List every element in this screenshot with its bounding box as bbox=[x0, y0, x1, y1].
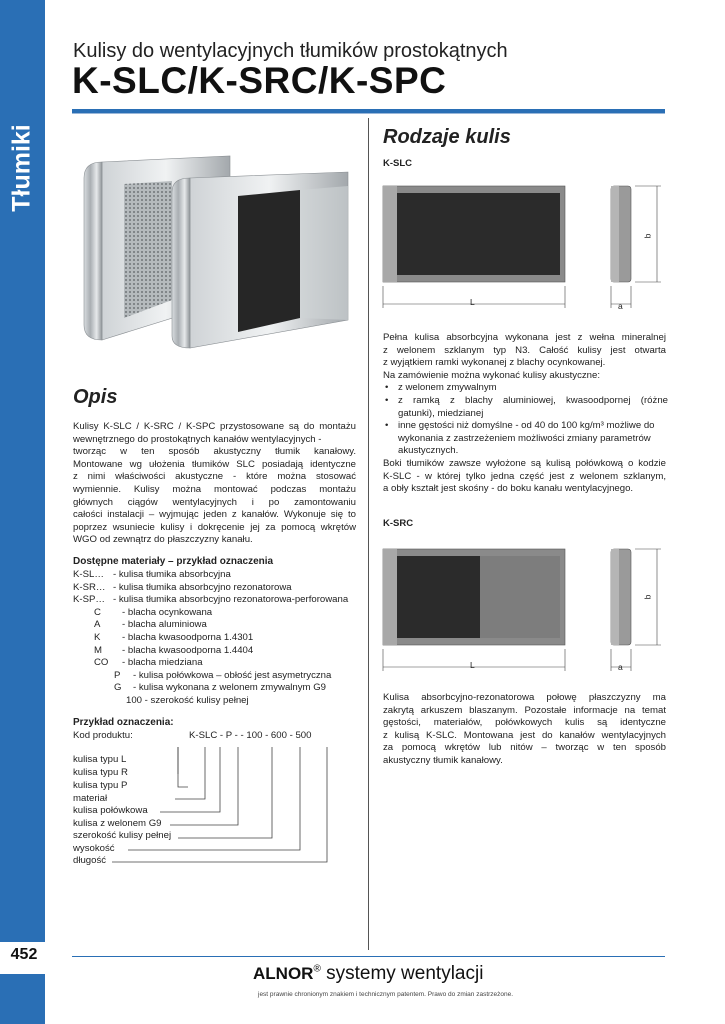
type-code: K-SP… bbox=[73, 594, 105, 606]
ksrc-dim-a: a bbox=[618, 662, 623, 672]
ksrc-line: Kulisa absorbcyjno-rezonatorowa połowę płaszczyzny ma bbox=[383, 692, 666, 703]
kslc-line: a obły kształt jest skośny - do boku kanału wentylacyjnego. bbox=[383, 483, 634, 495]
footer-brand bbox=[253, 963, 483, 985]
ksrc-dim-b: b bbox=[642, 594, 653, 600]
sheet-desc: - blacha miedziana bbox=[122, 657, 203, 669]
opis-line: Kulisy K-SLC / K-SRC / K-SPC przystosowane są do montażu bbox=[73, 421, 356, 432]
kslc-line: z welonem szklanym typ N3. Całość kulisy jest otwarta bbox=[383, 344, 666, 356]
opis-line: Montowane wg ułożenia tłumików SLC posiadają identyczne bbox=[73, 458, 356, 470]
materials-heading: Dostępne materiały – przykład oznaczenia bbox=[73, 556, 274, 567]
ksrc-drawing bbox=[375, 543, 675, 678]
type-desc: - kulisa tłumika absorbcyjno rezonatorowa bbox=[113, 581, 292, 593]
brand-reg-mark: ® bbox=[313, 963, 321, 975]
type-desc: - kulisa tłumika absorbcyjno rezonatorowa-perforowana bbox=[113, 594, 349, 606]
page-title: K-SLC/K-SRC/K-SPC bbox=[72, 60, 447, 101]
page-number: 452 bbox=[10, 946, 38, 963]
bullet-text: inne gęstości niż domyślne - od 40 do 100 kg/m³ możliwe do bbox=[398, 420, 655, 432]
kslc-drawing bbox=[375, 180, 675, 315]
legend-item: kulisa połówkowa bbox=[73, 805, 148, 816]
legend-item: długość bbox=[73, 855, 107, 866]
option-desc: - kulisa połówkowa – obłość jest asymetryczna bbox=[133, 669, 332, 681]
rodzaje-heading: Rodzaje kulis bbox=[383, 126, 511, 148]
footer-rule bbox=[72, 956, 665, 957]
kslc-dim-b: b bbox=[642, 233, 653, 239]
example-heading: Przykład oznaczenia: bbox=[73, 717, 174, 728]
kslc-line: Na zamówienie można wykonać kulisy akustyczne: bbox=[383, 369, 601, 381]
kslc-dim-a: a bbox=[618, 301, 623, 311]
sheet-code: K bbox=[94, 632, 101, 643]
sheet-desc: - blacha aluminiowa bbox=[122, 619, 207, 631]
kslc-line: z wyjątkiem ramki wykonanej z blachy ocynkowanej. bbox=[383, 357, 606, 369]
sheet-desc: - blacha ocynkowana bbox=[122, 606, 213, 618]
brand-slogan: systemy wentylacji bbox=[320, 963, 484, 984]
sheet-code: A bbox=[94, 619, 101, 631]
opis-line: z nimi właściwości akustyczne - które można stosować bbox=[73, 471, 356, 483]
opis-line: tworząc w ten sposób akustyczny tłumik kanałowy. bbox=[73, 446, 356, 458]
product-code-label: Kod produktu: bbox=[73, 730, 133, 741]
bullet-dot-icon: • bbox=[385, 395, 389, 406]
brand-logo: ALNOR bbox=[253, 964, 314, 983]
kslc-dim-l: L bbox=[470, 297, 475, 307]
option-code: P bbox=[114, 669, 121, 681]
sheet-code: C bbox=[94, 606, 101, 618]
sheet-code: CO bbox=[94, 657, 109, 669]
bullet-dot-icon: • bbox=[385, 382, 389, 394]
opis-line: całości instalacji – wyjmując jeden z kanałów. Wykonuje się to bbox=[73, 509, 356, 521]
opis-line: poprzez wsuniecie kulisy i dokręcenie jej za pomocą wkrętów bbox=[73, 521, 356, 533]
width-note: 100 - szerokość kulisy pełnej bbox=[126, 695, 249, 706]
opis-line: wewnętrznego do prostokątnych kanałów wentylacyjnych - bbox=[73, 433, 322, 445]
legend-item: materiał bbox=[73, 793, 108, 804]
bullet-text: wykonania z zastrzeżeniem możliwości zmiany parametrów bbox=[398, 432, 651, 444]
bullet-dot-icon: • bbox=[385, 420, 389, 432]
bullet-text: z ramką z blachy aluminiowej, kwasoodpornej (różne bbox=[398, 395, 668, 406]
sheet-code: M bbox=[94, 644, 102, 656]
kslc-label: K-SLC bbox=[383, 158, 413, 169]
sheet-desc: - blacha kwasoodporna 1.4404 bbox=[122, 644, 254, 656]
bullet-text: z welonem zmywalnym bbox=[398, 382, 497, 394]
ksrc-label: K-SRC bbox=[383, 518, 414, 529]
ksrc-dim-l: L bbox=[470, 660, 475, 670]
kslc-line: Boki tłumików zawsze wyłożone są kulisą połówkową o kodzie bbox=[383, 458, 666, 469]
sheet-desc: - blacha kwasoodporna 1.4301 bbox=[122, 632, 254, 643]
type-code: K-SR… bbox=[73, 581, 106, 593]
ksrc-line: akustyczny tłumik kanałowy. bbox=[383, 755, 503, 766]
legend-item: kulisa z welonem G9 bbox=[73, 818, 162, 829]
product-code-value: K-SLC - P - - 100 - 600 - 500 bbox=[189, 730, 312, 741]
opis-line: głównych ciągów wentylacyjnych i po zamontowaniu bbox=[73, 496, 356, 508]
ksrc-line: z kulisą K-SLC. Montowana jest do kanałów wentylacyjnych bbox=[383, 729, 666, 741]
ksrc-line: za pomocą wkrętów lub nitów – tworząc w ten sposób bbox=[383, 742, 666, 754]
legend-item: kulisa typu L bbox=[73, 754, 127, 765]
opis-heading: Opis bbox=[73, 386, 118, 408]
opis-line: wymiennie. Kulisy można montować podczas montażu bbox=[73, 484, 356, 495]
kslc-line: Pełna kulisa absorbcyjna wykonana jest z wełna mineralnej bbox=[383, 332, 666, 343]
sidebar-title-text: Tłumiki bbox=[7, 124, 36, 212]
opis-line: WGO od zewnątrz do płaszczyzny kanału. bbox=[73, 534, 253, 546]
type-code: K-SL… bbox=[73, 569, 104, 580]
bullet-text: gatunki), miedzianej bbox=[398, 407, 484, 419]
legend-item: szerokość kulisy pełnej bbox=[73, 830, 172, 841]
legend-item: wysokość bbox=[73, 843, 115, 854]
legend-item: kulisa typu P bbox=[73, 780, 128, 791]
legend-item: kulisa typu R bbox=[73, 767, 128, 778]
ksrc-line: gęstości, materiałów, połówkowych kulis są identyczne bbox=[383, 717, 666, 729]
option-code: G bbox=[114, 682, 122, 694]
page-subtitle: Kulisy do wentylacyjnych tłumików prostokątnych bbox=[73, 40, 508, 62]
kslc-line: K-SLC - w której tylko jedna część jest z welonem szklanym, bbox=[383, 470, 666, 482]
footer-tagline: jest prawnie chronionym znakiem i technicznym patentem. Prawo do zmian zastrzeżone. bbox=[258, 991, 514, 998]
option-desc: - kulisa wykonana z welonem zmywalnym G9 bbox=[133, 682, 327, 694]
ksrc-line: zakrytą arkuszem blaszanym. Pozostałe informacje na temat bbox=[383, 704, 666, 716]
bullet-text: akustycznych. bbox=[398, 445, 459, 457]
type-desc: - kulisa tłumika absorbcyjna bbox=[113, 569, 231, 580]
